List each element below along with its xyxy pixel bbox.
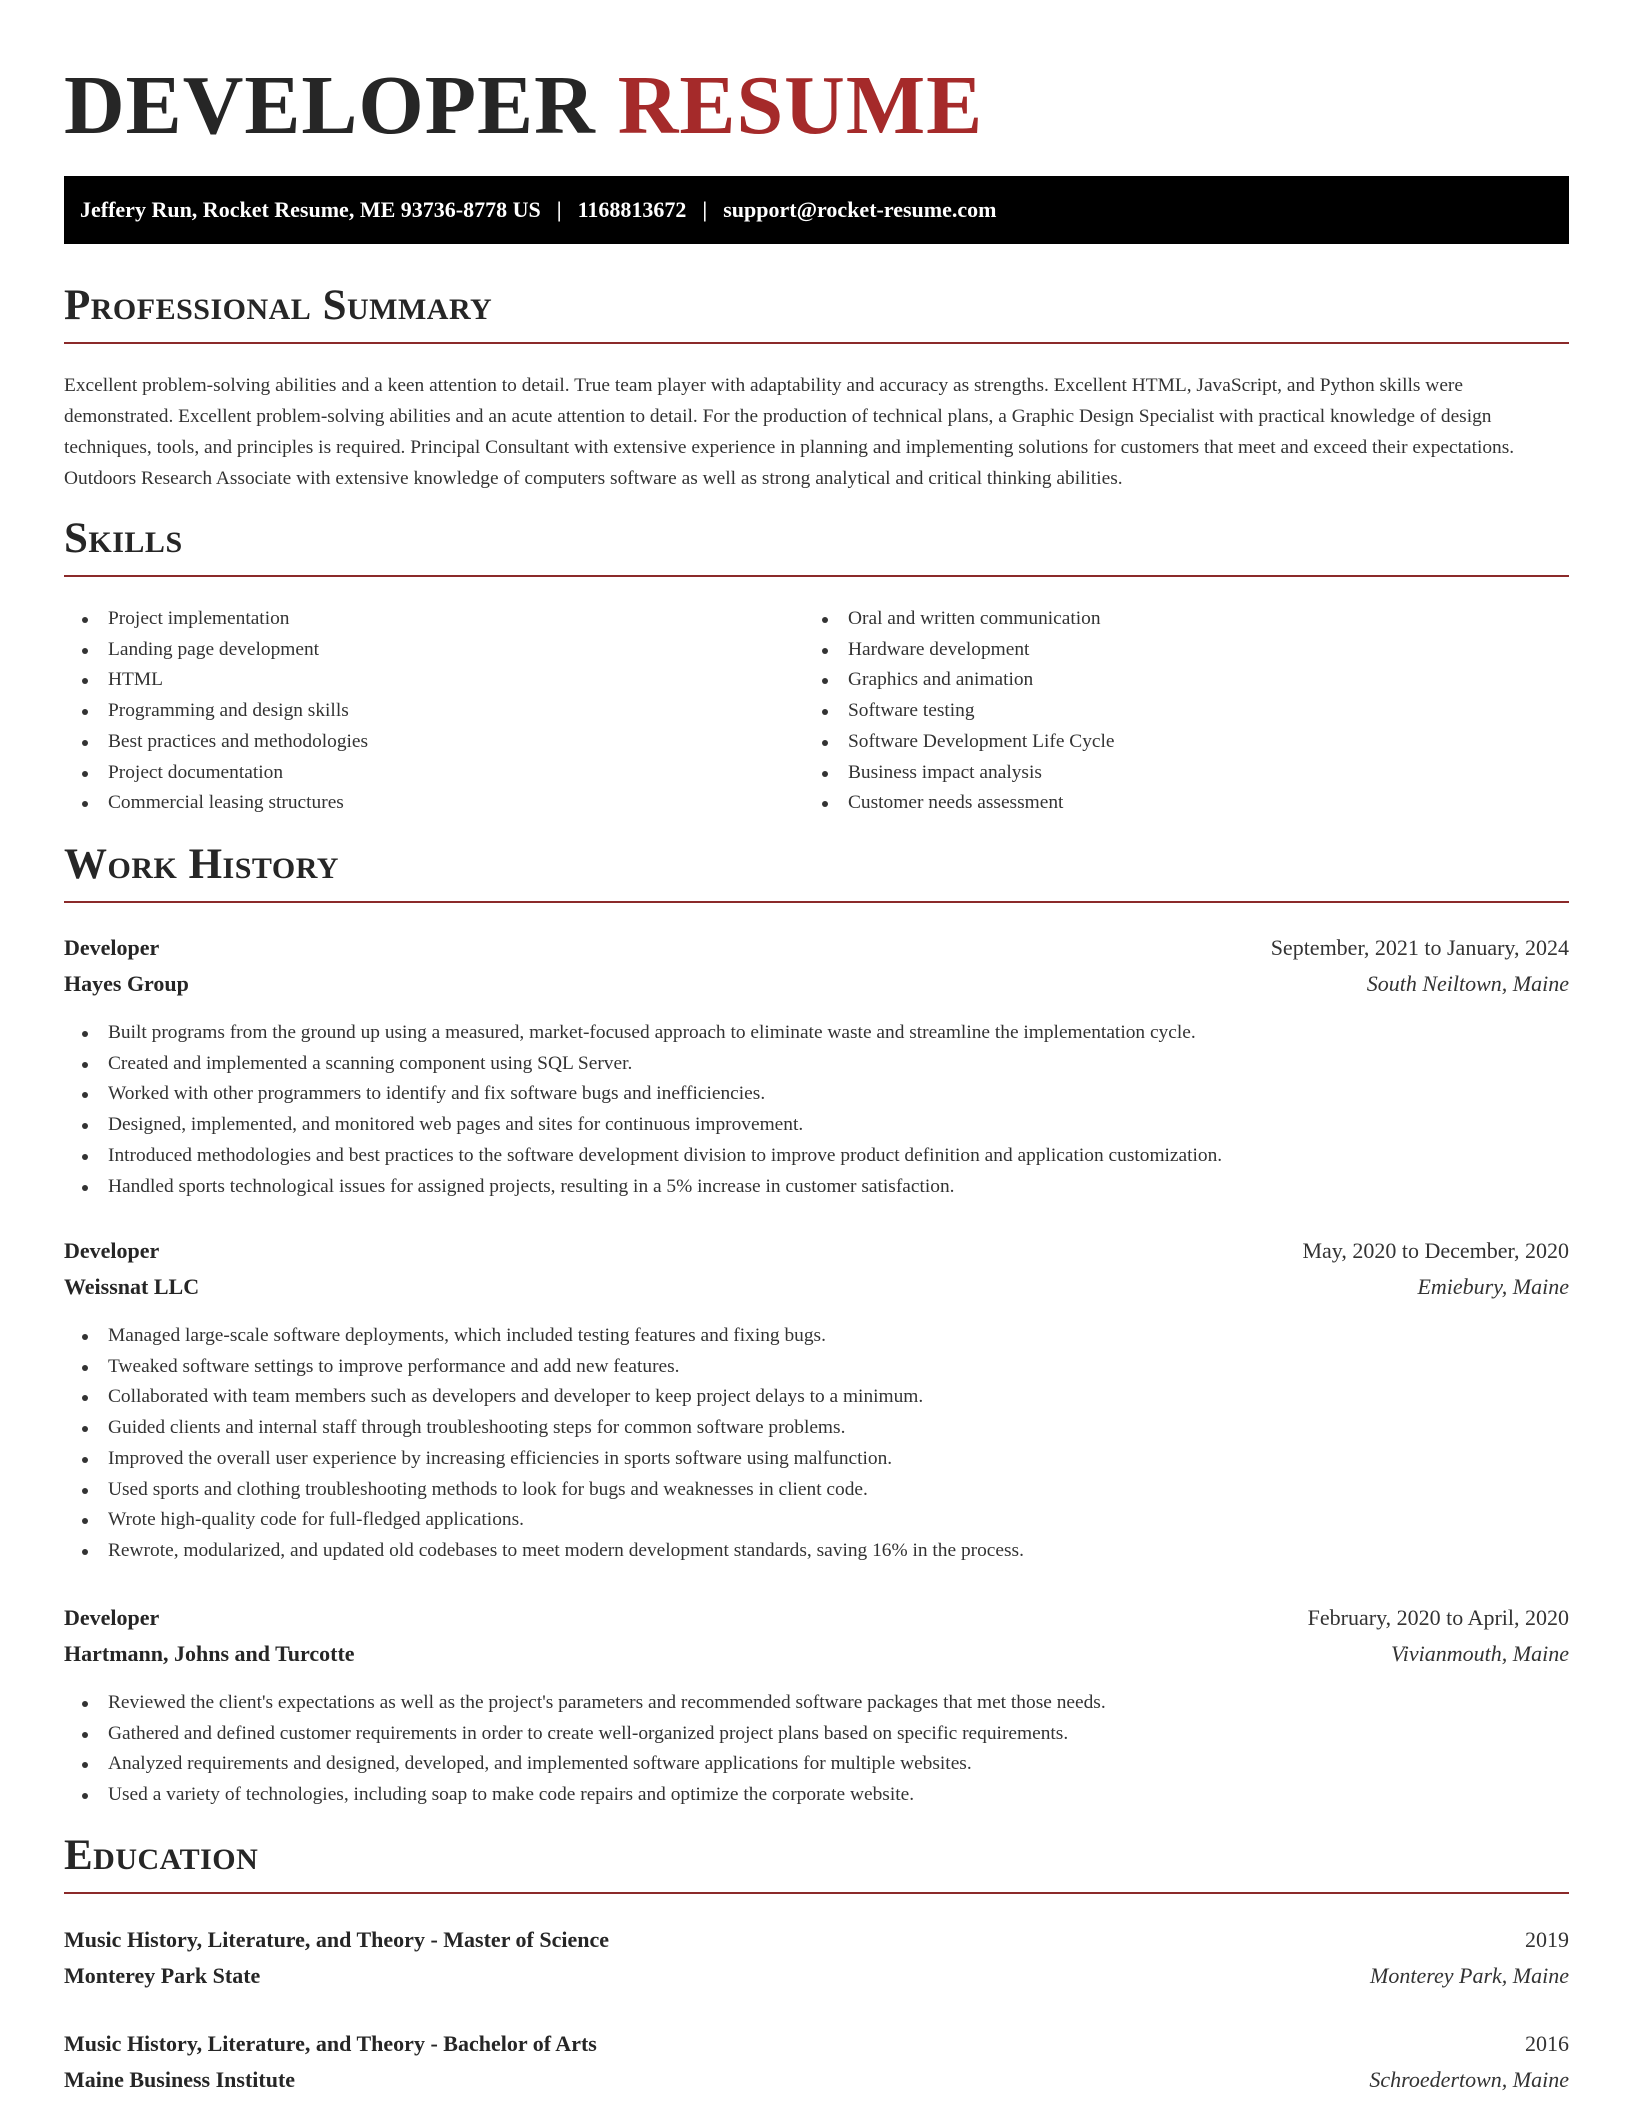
education-location: Monterey Park, Maine: [1370, 1963, 1569, 1988]
job-duties: [64, 1018, 1569, 1202]
job-duty: Introduced methodologies and best practices to the software development division to improve product definition and application customization.: [64, 1141, 1569, 1172]
education-year: 2019: [1525, 1927, 1569, 1952]
job-company: Hayes Group: [64, 971, 189, 996]
contact-separator: |: [556, 197, 562, 222]
skill-item: Commercial leasing structures: [64, 788, 368, 819]
skills-heading: Skills: [64, 513, 1569, 577]
job-company: Weissnat LLC: [64, 1274, 200, 1299]
skill-item: Programming and design skills: [64, 696, 368, 727]
job-title: Developer: [64, 935, 160, 960]
skills-list-right: [804, 604, 1115, 819]
job-duty: Designed, implemented, and monitored web pages and sites for continuous improvement.: [64, 1110, 1569, 1141]
job-duties: [64, 1321, 1569, 1567]
job-duty: Collaborated with team members such as developers and developer to keep project delays to a minimum.: [64, 1382, 1569, 1413]
job-company-row: [64, 966, 1569, 1002]
contact-email[interactable]: support@rocket-resume.com: [723, 197, 997, 222]
job-duty: Created and implemented a scanning component using SQL Server.: [64, 1049, 1569, 1080]
job-duty: Guided clients and internal staff through troubleshooting steps for common software problems.: [64, 1413, 1569, 1444]
job-duty: Used sports and clothing troubleshooting methods to look for bugs and weaknesses in client code.: [64, 1475, 1569, 1506]
job-location: South Neiltown, Maine: [1366, 971, 1569, 996]
job-title: Developer: [64, 1605, 160, 1630]
job-duty: Worked with other programmers to identify and fix software bugs and inefficiencies.: [64, 1079, 1569, 1110]
skill-item: Project implementation: [64, 604, 368, 635]
contact-bar: [64, 176, 1569, 244]
education-header: [64, 1922, 1569, 1958]
job-company: Hartmann, Johns and Turcotte: [64, 1641, 355, 1666]
skill-item: Oral and written communication: [804, 604, 1115, 635]
summary-text: Excellent problem-solving abilities and a keen attention to detail. True team player with adaptability and accuracy as strengths. Excellent HTML, JavaScript, and Python skills were demonstrated. Excellent problem-solving abilities and an acute attention to detail. For the production of technical plans, a Graphic Design Specialist with practical knowledge of design techniques, tools, and principles is required. Principal Consultant with extensive experience in planning and implementing solutions for customers that meet and exceed their expectations. Outdoors Research Associate with extensive knowledge of computers software as well as strong analytical and critical thinking abilities.: [64, 375, 1515, 489]
contact-phone: 1168813672: [577, 197, 687, 222]
education-school: Monterey Park State: [64, 1963, 261, 1988]
job-dates: September, 2021 to January, 2024: [1270, 935, 1569, 960]
job-header: [64, 1233, 1569, 1269]
contact-separator: |: [702, 197, 708, 222]
job-duty: Managed large-scale software deployments, which included testing features and fixing bugs.: [64, 1321, 1569, 1352]
skills-list-left: [64, 604, 368, 819]
resume-title: [64, 56, 983, 156]
job-duty: Tweaked software settings to improve performance and add new features.: [64, 1352, 1569, 1383]
job-duty: Reviewed the client's expectations as well as the project's parameters and recommended software packages that met those needs.: [64, 1688, 1569, 1719]
job-location: Vivianmouth, Maine: [1391, 1641, 1569, 1666]
skill-item: Business impact analysis: [804, 758, 1115, 789]
job-location: Emiebury, Maine: [1417, 1274, 1569, 1299]
skill-item: HTML: [64, 665, 368, 696]
education-location: Schroedertown, Maine: [1369, 2067, 1569, 2092]
job-duty: Used a variety of technologies, including soap to make code repairs and optimize the corporate website.: [64, 1780, 1569, 1811]
job-duty: Improved the overall user experience by increasing efficiencies in sports software using malfunction.: [64, 1444, 1569, 1475]
education-degree: Music History, Literature, and Theory - Bachelor of Arts: [64, 2031, 597, 2056]
job-duty: Analyzed requirements and designed, developed, and implemented software applications for multiple websites.: [64, 1749, 1569, 1780]
skill-item: Landing page development: [64, 635, 368, 666]
skill-item: Project documentation: [64, 758, 368, 789]
title-main: DEVELOPER: [64, 59, 596, 152]
job-duty: Wrote high-quality code for full-fledged applications.: [64, 1505, 1569, 1536]
job-duty: Handled sports technological issues for assigned projects, resulting in a 5% increase in customer satisfaction.: [64, 1172, 1569, 1203]
job-duty: Gathered and defined customer requirements in order to create well-organized project plans based on specific requirements.: [64, 1719, 1569, 1750]
education-heading: Education: [64, 1830, 1569, 1894]
education-year: 2016: [1525, 2031, 1569, 2056]
job-duty: Built programs from the ground up using a measured, market-focused approach to eliminate waste and streamline the implementation cycle.: [64, 1018, 1569, 1049]
skill-item: Customer needs assessment: [804, 788, 1115, 819]
job-duty: Rewrote, modularized, and updated old codebases to meet modern development standards, saving 16% in the process.: [64, 1536, 1569, 1567]
skill-item: Software Development Life Cycle: [804, 727, 1115, 758]
job-title: Developer: [64, 1238, 160, 1263]
job-dates: May, 2020 to December, 2020: [1302, 1238, 1569, 1263]
contact-address: Jeffery Run, Rocket Resume, ME 93736-8778 US: [80, 197, 541, 222]
job-header: [64, 1600, 1569, 1636]
job-duties: [64, 1688, 1569, 1811]
education-school-row: [64, 2062, 1569, 2098]
education-school-row: [64, 1958, 1569, 1994]
work-heading: Work History: [64, 839, 1569, 903]
skill-item: Hardware development: [804, 635, 1115, 666]
skill-item: Best practices and methodologies: [64, 727, 368, 758]
education-school: Maine Business Institute: [64, 2067, 296, 2092]
skill-item: Graphics and animation: [804, 665, 1115, 696]
skill-item: Software testing: [804, 696, 1115, 727]
education-degree: Music History, Literature, and Theory - Master of Science: [64, 1927, 610, 1952]
summary-heading: Professional Summary: [64, 280, 1569, 344]
education-header: [64, 2026, 1569, 2062]
job-company-row: [64, 1269, 1569, 1305]
job-dates: February, 2020 to April, 2020: [1307, 1605, 1569, 1630]
job-header: [64, 930, 1569, 966]
job-company-row: [64, 1636, 1569, 1672]
title-accent: RESUME: [617, 59, 984, 152]
